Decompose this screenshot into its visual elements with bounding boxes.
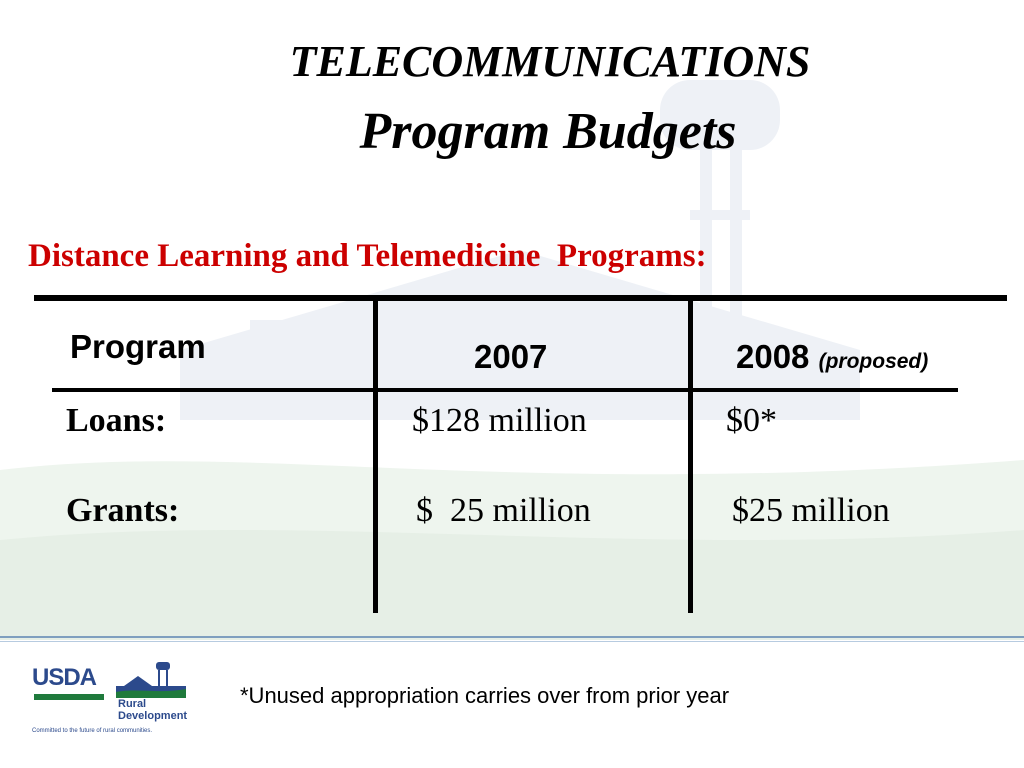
slide-title: TELECOMMUNICATIONS (289, 37, 811, 86)
row-label-grants: Grants: (66, 492, 180, 529)
section-subtitle: Distance Learning and Telemedicine Programs: (28, 238, 707, 274)
usda-rural-development-logo (32, 658, 202, 740)
slide-title-main: Program Budgets (359, 103, 737, 160)
row-label-loans: Loans: (66, 402, 167, 439)
grants-2008-value: $25 million (732, 492, 890, 529)
header-program: Program (70, 328, 206, 365)
loans-2008-value: $0* (726, 402, 777, 439)
header-2008-year: 2008 (736, 338, 810, 375)
header-2008-note: (proposed) (818, 350, 929, 373)
footer-divider-thin (0, 641, 1024, 642)
grants-2007-value: $ 25 million (416, 492, 591, 529)
logo-unit-line1: Rural (118, 698, 147, 710)
footnote: *Unused appropriation carries over from prior year (240, 683, 730, 708)
header-2007: 2007 (474, 338, 548, 375)
footer-divider (0, 636, 1024, 638)
table-header-rule (52, 388, 958, 392)
logo-tagline: Committed to the future of rural communities. (32, 728, 153, 734)
logo-green-bar (34, 694, 104, 700)
table-column-divider (688, 301, 693, 613)
logo-agency-text: USDA (32, 664, 97, 691)
table-column-divider (373, 301, 378, 613)
table-top-rule (34, 295, 1007, 301)
water-tower-icon (116, 658, 186, 698)
logo-unit-line2: Development (118, 710, 188, 722)
header-2008 (736, 338, 928, 376)
loans-2007-value: $128 million (412, 402, 587, 439)
